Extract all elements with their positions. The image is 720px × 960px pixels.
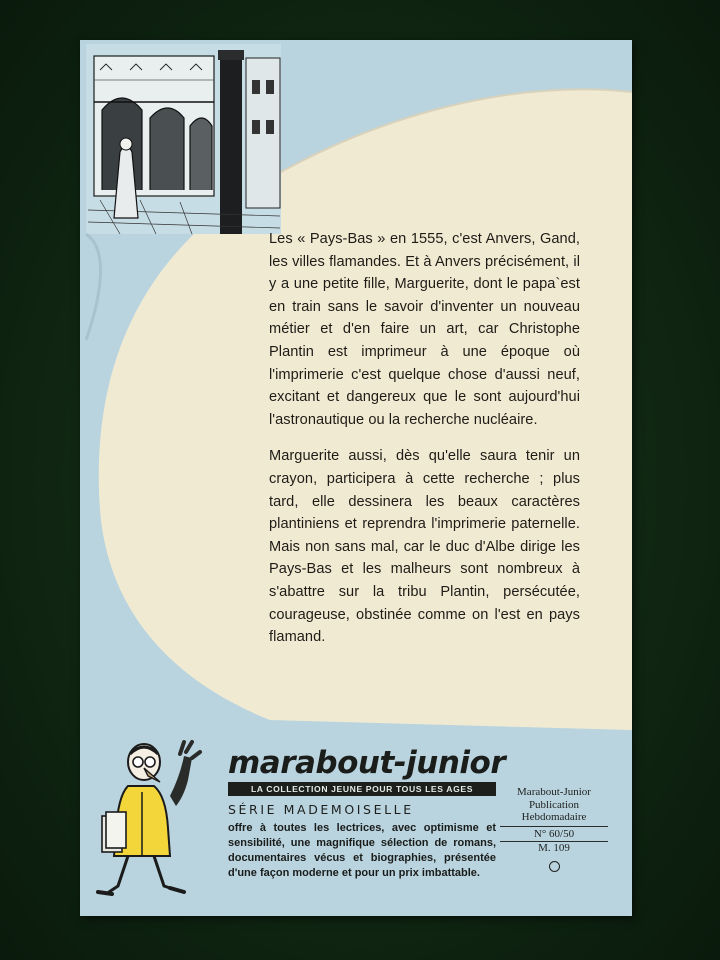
publication-line-2: Publication <box>528 798 580 811</box>
description-paragraph-1: Les « Pays-Bas » en 1555, c'est Anvers, Gand, les villes flamandes. Et à Anvers précisément, il y a une petite fille, Marguerite, dont le papa`est en train sans le savoir d'inventer un nouveau métier et d'en faire un art, car Christophe Plantin est imprimeur à une époque où l'imprimerie c'est quelque chose d'aussi neuf, excitant et dangereux que le sont aujourd'hui l'astronautique ou la recherche nucléaire. <box>269 231 580 428</box>
publication-info <box>500 786 608 875</box>
publication-line-3: Hebdomadaire <box>521 811 587 823</box>
book-back-cover <box>80 40 632 916</box>
publication-code: M. 109 <box>538 842 570 854</box>
series-blurb: offre à toutes les lectrices, avec optimisme et sensibilité, une magnifique sélection de romans, documentaires vécus et biographies, présentée d'une façon moderne et pour un prix imbattable. <box>228 822 496 879</box>
brand-tagline: LA COLLECTION JEUNE POUR TOUS LES AGES <box>228 782 496 796</box>
series-title: SÉRIE MADEMOISELLE <box>228 802 414 817</box>
publication-line-1: Marabout-Junior <box>517 786 591 798</box>
publication-number: N° 60/50 <box>500 826 608 843</box>
description-paragraph-2: Marguerite aussi, dès qu'elle saura tenir un crayon, participera à cette recherche ; plus tard, elle dessinera les beaux caractères plantiniens et reprendra l'imprimerie paternelle. Mais non sans mal, car le duc d'Albe dirige les Pays-Bas et les malheurs sont nombreux à s'abattre sur la tribu Plantin, persécutée, courageuse, obstinée comme on l'est en pays flamand. <box>269 448 580 646</box>
brand-name: marabout-junior <box>228 745 506 781</box>
brand-block <box>228 745 506 881</box>
description-text <box>269 228 580 663</box>
circle-mark-icon <box>549 861 560 872</box>
mascot-figure-icon <box>88 736 224 906</box>
